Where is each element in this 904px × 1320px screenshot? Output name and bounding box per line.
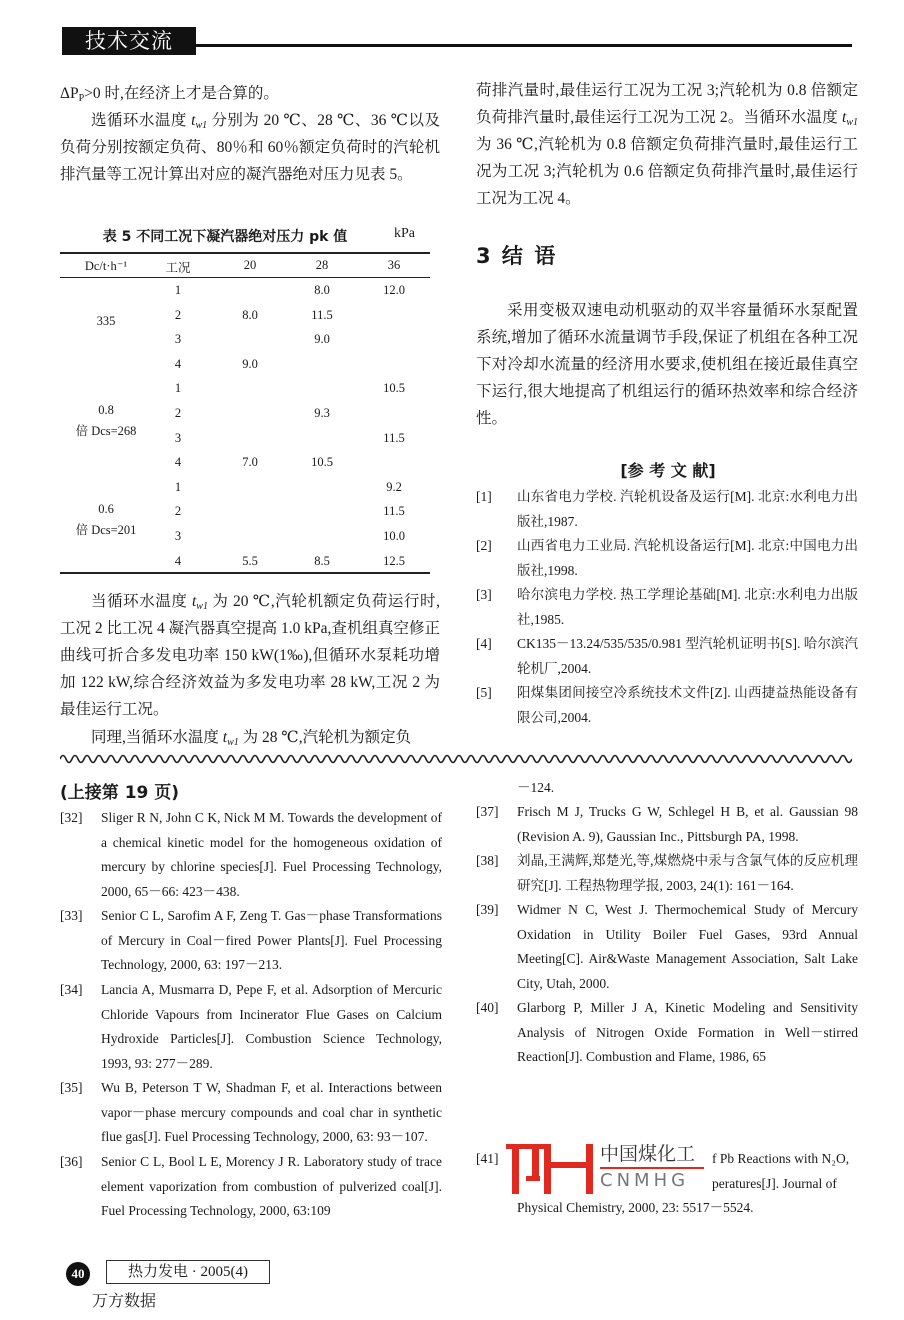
reference-fragment: peratures[J]. Journal of [712, 1175, 837, 1191]
reference-item [476, 800, 858, 849]
subscript: w1 [196, 601, 208, 612]
reference-item [476, 898, 858, 996]
table-cell: 1 [174, 381, 182, 396]
reference-text: 山西省电力工业局. 汽轮机设备运行[M]. 北京:中国电力出版社,1998. [517, 538, 858, 578]
reference-continuation: －124. [517, 780, 555, 795]
reference-text: 阳煤集团间接空冷系统技术文件[Z]. 山西捷益热能设备有限公司,2004. [517, 685, 858, 725]
reference-text: 山东省电力学校. 汽轮机设备及运行[M]. 北京:水利电力出版社,1987. [517, 489, 858, 529]
cnmhg-logo-icon [506, 1144, 596, 1194]
reference-item [60, 1076, 442, 1150]
reference-number: [40] [476, 1000, 499, 1015]
text: 分别为 20 ℃、28 ℃、36 ℃以及负荷分别按额定负荷、80％和 60％额定负荷时的汽轮机排汽量等工况计算出对应的凝汽器绝对压力见表 5。 [60, 112, 440, 183]
table-header: 工况 [165, 261, 191, 275]
text: 为 20 ℃,汽轮机额定负荷运行时,工况 2 比工况 4 凝汽器真空提高 1.0 kPa,查机组真空修正曲线可折合多发电功率 150 kW(1‰),但循环水泵耗功增加 122 kW,综合经济效益为多发电功率 28 kW,工况 2 为最佳运行工况。 [60, 593, 440, 718]
table-group-label: 倍 Dcs=201 [75, 522, 137, 537]
paragraph [60, 107, 440, 188]
reference-item [476, 534, 858, 583]
table-cell: 8.0 [242, 307, 258, 322]
reference-number: [39] [476, 902, 499, 917]
table-header-rule [60, 277, 430, 278]
reference-item [60, 978, 442, 1076]
table-cell: 4 [174, 356, 182, 371]
text: ΔP [60, 85, 79, 102]
table-group-label: 倍 Dcs=268 [75, 424, 137, 439]
subscript: w1 [846, 117, 858, 128]
reference-number: [33] [60, 908, 83, 923]
subscript: w1 [227, 737, 239, 748]
reference-text: Senior C L, Bool L E, Morency J R. Laboratory study of trace element vaporization from combustion of pulverized coal[J]. Fuel Processing Technology, 2000, 63:109 [101, 1154, 442, 1218]
reference-number: [36] [60, 1154, 83, 1169]
reference-item [476, 681, 858, 730]
table-cell: 9.3 [314, 406, 330, 420]
reference-item [476, 583, 858, 632]
table-header: 36 [387, 258, 401, 272]
reference-number: [5] [476, 685, 492, 700]
reference-number: [38] [476, 853, 499, 868]
reference-text: Sliger R N, John C K, Nick M M. Towards the development of a chemical kinetic model for the homogeneous oxidation of mercury by chlorine species[J]. Fuel Processing Technology, 2000, 65－66: 423－438. [101, 810, 442, 899]
reference-text: Frisch M J, Trucks G W, Schlegel H B, et al. Gaussian 98 (Revision A. 9), Gaussian Inc., Pittsburgh PA, 1998. [517, 804, 858, 844]
subscript: P [78, 93, 85, 104]
subscript: w1 [195, 120, 208, 131]
table-cell: 3 [174, 332, 182, 347]
cnmhg-watermark [506, 1144, 708, 1194]
source-watermark: 万方数据 [92, 1291, 157, 1310]
table-top-rule [60, 252, 430, 254]
reference-fragment: Physical Chemistry, 2000, 23: 5517－5524. [517, 1200, 754, 1215]
reference-text: Senior C L, Sarofim A F, Zeng T. Gas－phase Transformations of Mercury in Coal－fired Power Plants[J]. Fuel Processing Technology, 2000, 63: 197－213. [101, 908, 442, 972]
table-title: 表 5 不同工况下凝汽器绝对压力 pk 值 [102, 229, 348, 245]
reference-text: Widmer N C, West J. Thermochemical Study of Mercury Oxidation in Utility Boiler Fuel Gases, 93rd Annual Meeting[C]. Air&Waste Management Association, Salt Lake City, Utah, 2000. [517, 902, 858, 991]
reference-text: 哈尔滨电力学校. 热工学理论基础[M]. 北京:水利电力出版社,1985. [517, 587, 858, 627]
reference-item [476, 849, 858, 898]
table-cell: 10.5 [311, 455, 333, 470]
reference-item [60, 904, 442, 978]
table-cell: 4 [174, 553, 182, 568]
table-group-label: 0.8 [98, 403, 114, 418]
reference-item [476, 996, 858, 1070]
reference-number: [4] [476, 636, 492, 651]
variable: t [191, 593, 197, 610]
page-number: 40 [66, 1262, 90, 1286]
table-header: 28 [315, 258, 329, 272]
reference-text: Wu B, Peterson T W, Shadman F, et al. Interactions between vapor－phase mercury compounds and coal char in synthetic flue gas[J]. Fuel Processing Technology, 2000, 63: 93－107. [101, 1080, 442, 1144]
table-cell: 8.0 [314, 283, 330, 297]
table-cell: 12.5 [383, 553, 405, 568]
paragraph [476, 77, 858, 212]
variable: t [222, 729, 228, 746]
table-cell: 11.5 [311, 307, 333, 322]
watermark-en: CNMHG [600, 1170, 690, 1191]
table-bottom-rule [60, 572, 430, 574]
table-group-label: 335 [96, 313, 116, 328]
reference-number: [37] [476, 804, 499, 819]
journal-info: 热力发电 · 2005(4) [106, 1260, 270, 1284]
reference-number: [3] [476, 587, 492, 602]
table-cell: 1 [174, 283, 182, 297]
reference-item [60, 806, 442, 904]
header-rule [196, 44, 852, 47]
watermark-cn: 中国煤化工 [600, 1143, 696, 1165]
conclusion-paragraph: 采用变极双速电动机驱动的双半容量循环水泵配置系统,增加了循环水流量调节手段,保证了机组在各种工况下对冷却水流量的经济用水要求,使机组在接近最佳真空下运行,很大地提高了机组运行的循环热效率和综合经济性。 [476, 302, 858, 427]
text: 荷排汽量时,最佳运行工况为工况 3;汽轮机为 0.8 倍额定负荷排汽量时,最佳运行工况为工况 2。当循环水温度 [476, 82, 858, 126]
reference-text: Lancia A, Musmarra D, Pepe F, et al. Adsorption of Mercuric Chloride Vapours from Incinerator Flue Gases on Calcium Hydroxide Particles[J]. Combustion Science Technology, 1993, 93: 277－289. [101, 982, 442, 1071]
table-cell: 7.0 [242, 455, 258, 470]
table-cell: 9.0 [314, 332, 330, 347]
text: 为 36 ℃,汽轮机为 0.8 倍额定负荷排汽量时,最佳运行工况为工况 3;汽轮机为 0.6 倍额定负荷排汽量时,最佳运行工况为工况 4。 [476, 136, 858, 207]
text: 同理,当循环水温度 [91, 729, 223, 746]
reference-number: [1] [476, 489, 492, 504]
reference-text: CK135－13.24/535/535/0.981 型汽轮机证明书[S]. 哈尔滨汽轮机厂,2004. [517, 636, 858, 676]
table-cell: 11.5 [383, 504, 405, 519]
table-cell: 1 [174, 479, 182, 494]
table-cell: 12.0 [383, 283, 405, 297]
table-cell: 2 [174, 307, 182, 322]
table-cell: 11.5 [383, 430, 405, 445]
table-cell: 9.2 [386, 479, 402, 494]
table-cell: 5.5 [242, 553, 258, 568]
text: 为 28 ℃,汽轮机为额定负 [238, 729, 412, 746]
table-cell: 3 [174, 529, 182, 543]
reference-number: [41] [476, 1151, 499, 1166]
reference-item [476, 632, 858, 681]
table-cell: 3 [174, 430, 182, 445]
table-cell: 10.0 [383, 529, 405, 543]
section-header: 技术交流 [62, 27, 196, 55]
wavy-divider [60, 752, 852, 766]
table-header: 20 [243, 258, 257, 272]
table-cell: 4 [174, 455, 182, 470]
text: >0 时,在经济上才是合算的。 [84, 85, 279, 102]
paragraph [60, 588, 440, 723]
reference-text: 刘晶,王满辉,郑楚光,等,煤燃烧中汞与含氯气体的反应机理研究[J]. 工程热物理学报, 2003, 24(1): 161－164. [517, 853, 858, 893]
table-unit: kPa [394, 226, 415, 241]
table-cell: 2 [174, 406, 182, 420]
text: 当循环水温度 [91, 593, 192, 610]
variable: t [842, 109, 847, 126]
variable: t [191, 112, 196, 129]
paragraph [60, 80, 440, 107]
reference-number: [34] [60, 982, 83, 997]
text: 选循环水温度 [91, 112, 192, 129]
reference-number: [35] [60, 1080, 83, 1095]
section-heading: 3 结 语 [476, 244, 558, 268]
continued-note: (上接第 19 页) [60, 783, 180, 803]
table-cell: 8.5 [314, 553, 330, 568]
table-cell: 9.0 [242, 356, 258, 371]
reference-item [60, 1150, 442, 1224]
reference-fragment: f Pb Reactions with N₂O, [712, 1151, 850, 1166]
table-cell: 2 [174, 504, 182, 519]
reference-number: [32] [60, 810, 83, 825]
reference-item [476, 485, 858, 534]
table-group-label: 0.6 [98, 501, 114, 516]
table-cell: 10.5 [383, 381, 405, 396]
table-header: Dc/t·h⁻¹ [84, 259, 128, 273]
paragraph [60, 724, 440, 751]
references-heading: [参 考 文 献] [620, 461, 716, 480]
reference-number: [2] [476, 538, 492, 553]
reference-text: Glarborg P, Miller J A, Kinetic Modeling and Sensitivity Analysis of Nitrogen Oxide Formation in Well－stirred Reaction[J]. Combustion and Flame, 1986, 65 [517, 1000, 858, 1064]
